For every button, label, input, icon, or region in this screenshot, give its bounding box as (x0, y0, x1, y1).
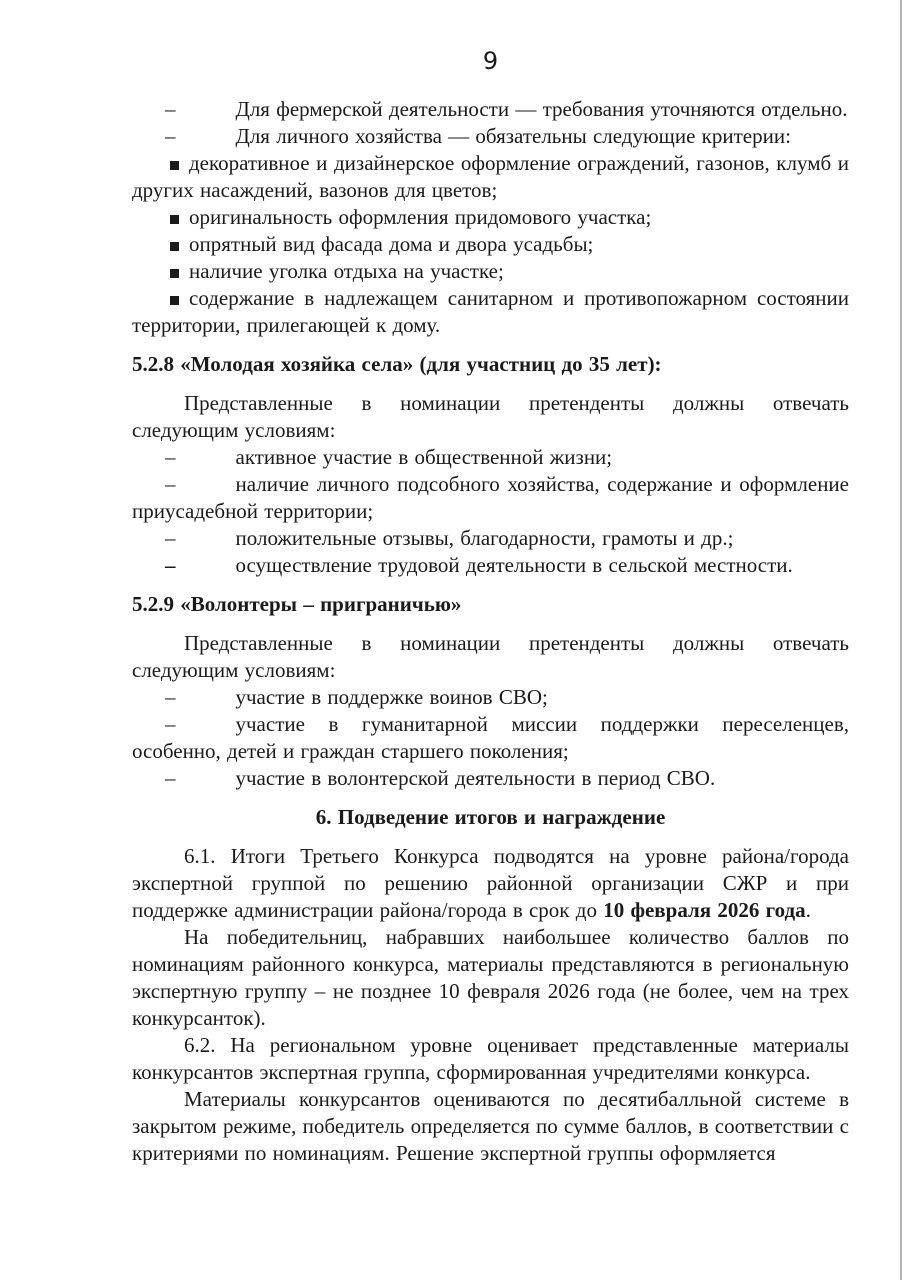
paragraph-6-1 (132, 843, 849, 924)
list-item-text: опрятный вид фасада дома и двора усадьбы; (189, 232, 594, 256)
list-item-text: наличие личного подсобного хозяйства, содержание и оформление приусадебной территории; (132, 472, 849, 523)
dash-list-item (132, 765, 849, 792)
dash-marker: – (165, 124, 176, 148)
square-bullet-item (132, 258, 849, 285)
square-bullet-item (132, 150, 849, 204)
page-number: 9 (482, 47, 499, 75)
dash-list-item (132, 96, 849, 123)
paragraph: Материалы конкурсантов оцениваются по десятибалльной системе в закрытом режиме, победитель определяется по сумме баллов, в соответствии с критериями по номинациям. Решение экспертной группы оформляется (132, 1087, 849, 1165)
dash-list-item (132, 444, 849, 471)
list-item-text: оригинальность оформления придомового участка; (189, 205, 652, 229)
dash-list-item (132, 552, 849, 579)
dash-list-item (132, 711, 849, 765)
bold-date-text: 10 февраля 2026 года (603, 898, 806, 922)
list-item-text: содержание в надлежащем санитарном и противопожарном состоянии территории, прилегающей к дому. (132, 286, 849, 337)
list-item-text: участие в гуманитарной миссии поддержки переселенцев, особенно, детей и граждан старшего поколения; (132, 712, 849, 763)
page-content (132, 96, 849, 1167)
page-edge-line (900, 0, 902, 1280)
square-bullet-icon (170, 296, 179, 305)
dash-marker: – (165, 97, 176, 121)
dash-marker: – (165, 712, 176, 736)
section-heading-6: 6. Подведение итогов и награждение (315, 805, 666, 829)
paragraph-text: 6.1. Итоги Третьего Конкурса подводятся на уровне района/города экспертной группой по решению районной организации СЖР и при поддержке администрации района/города в срок до (132, 844, 849, 922)
list-item-text: положительные отзывы, благодарности, грамоты и др.; (235, 526, 734, 550)
dash-marker: – (165, 766, 176, 790)
list-item-text: Для личного хозяйства — обязательны следующие критерии: (235, 124, 791, 148)
dash-marker: – (165, 472, 176, 496)
square-bullet-icon (170, 269, 179, 278)
dash-marker: – (165, 685, 176, 709)
section-heading-5-2-9: 5.2.9 «Волонтеры – приграничью» (132, 592, 462, 616)
list-item-text: участие в волонтерской деятельности в период СВО. (235, 766, 716, 790)
dash-marker: – (165, 526, 176, 550)
list-item-text: декоративное и дизайнерское оформление ограждений, газонов, клумб и других насаждений, вазонов для цветов; (132, 151, 849, 202)
dash-marker: – (165, 553, 176, 577)
square-bullet-icon (170, 161, 179, 170)
square-bullet-item (132, 285, 849, 339)
list-item-text: наличие уголка отдыха на участке; (189, 259, 504, 283)
dash-marker: – (165, 445, 176, 469)
paragraph-text: . (805, 898, 811, 922)
section-heading-5-2-8: 5.2.8 «Молодая хозяйка села» (для участниц до 35 лет): (132, 352, 662, 376)
dash-list-item (132, 525, 849, 552)
list-item-text: активное участие в общественной жизни; (235, 445, 613, 469)
list-item-text: Для фермерской деятельности — требования уточняются отдельно. (235, 97, 848, 121)
paragraph: Представленные в номинации претенденты должны отвечать следующим условиям: (132, 391, 849, 442)
dash-list-item (132, 684, 849, 711)
square-bullet-icon (170, 215, 179, 224)
paragraph: На победительниц, набравших наибольшее количество баллов по номинациям районного конкурса, материалы представляются в региональную экспертную группу – не позднее 10 февраля 2026 года (не более, чем на трех конкурсанток). (132, 925, 849, 1030)
paragraph: Представленные в номинации претенденты должны отвечать следующим условиям: (132, 631, 849, 682)
dash-list-item (132, 471, 849, 525)
dash-list-item (132, 123, 849, 150)
list-item-text: участие в поддержке воинов СВО; (235, 685, 548, 709)
square-bullet-item (132, 231, 849, 258)
paragraph-6-2: 6.2. На региональном уровне оценивает представленные материалы конкурсантов экспертная группа, сформированная учредителями конкурса. (132, 1033, 849, 1084)
list-item-text: осуществление трудовой деятельности в сельской местности. (235, 553, 793, 577)
square-bullet-item (132, 204, 849, 231)
square-bullet-icon (170, 242, 179, 251)
